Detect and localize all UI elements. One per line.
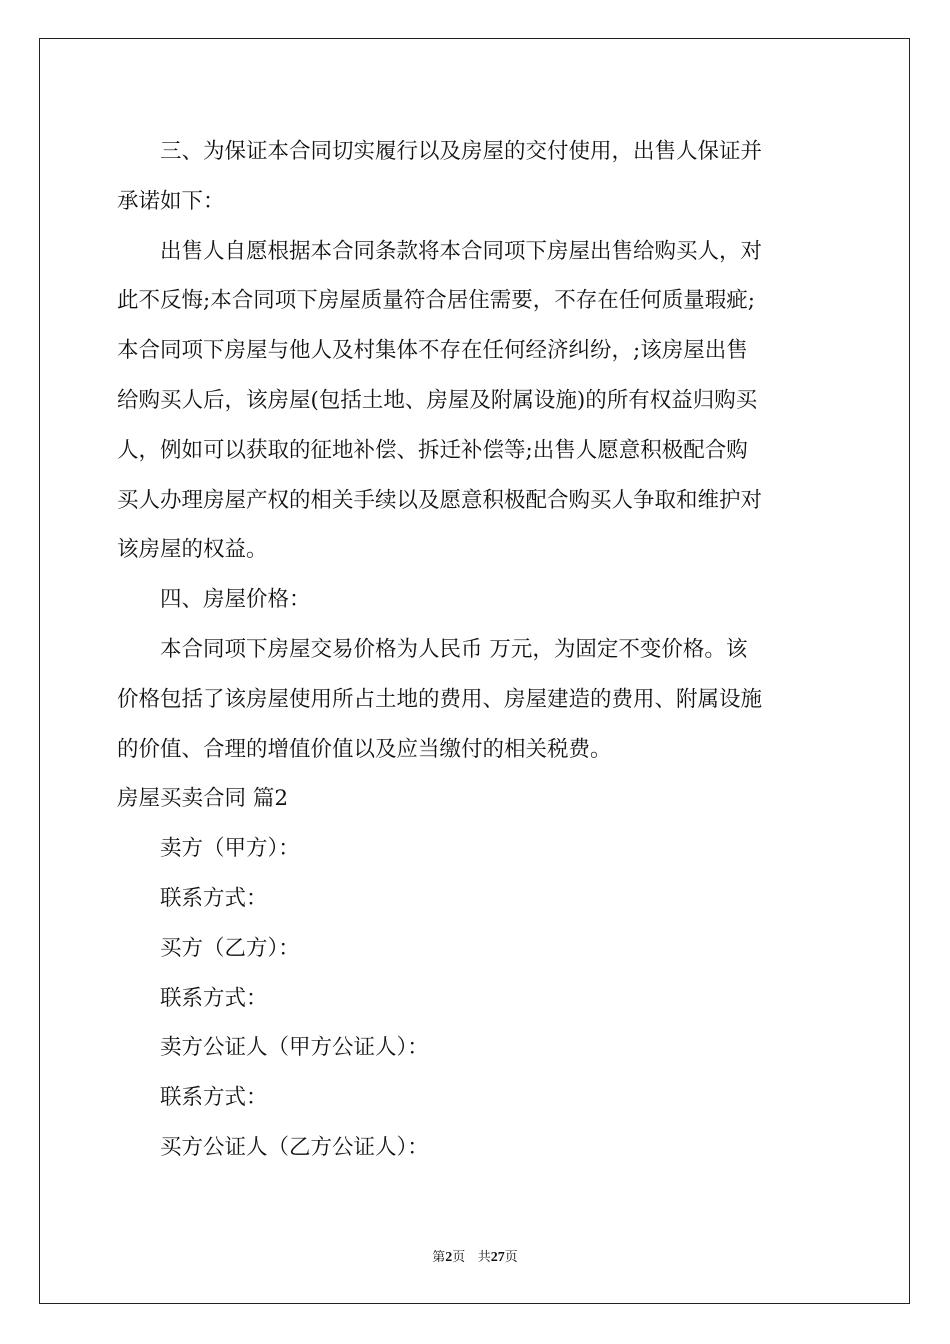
- text-line: 出售人自愿根据本合同条款将本合同项下房屋出售给购买人，对: [160, 238, 763, 264]
- paragraph-price-detail: [117, 625, 833, 774]
- field-seller-contact: 联系方式：: [160, 885, 268, 911]
- footer-page-number: 2: [445, 1250, 453, 1265]
- text-line: 本合同项下房屋交易价格为人民币 万元，为固定不变价格。该: [160, 636, 748, 662]
- field-buyer-notary: 买方公证人（乙方公证人）：: [160, 1134, 429, 1160]
- text-line: 的价值、合理的增值价值以及应当缴付的相关税费。: [117, 736, 612, 762]
- text-line: 给购买人后，该房屋(包括土地、房屋及附属设施)的所有权益归购买: [117, 387, 758, 413]
- text-line: 承诺如下：: [117, 188, 225, 214]
- field-buyer: 买方（乙方）：: [160, 935, 300, 961]
- text-line: 此不反悔;本合同项下房屋质量符合居住需要，不存在任何质量瑕疵;: [117, 288, 755, 314]
- field-buyer-contact: 联系方式：: [160, 985, 268, 1011]
- footer-total-suffix: 页: [504, 1250, 518, 1265]
- footer-total-prefix: 共: [477, 1250, 491, 1265]
- field-seller-notary-contact: 联系方式：: [160, 1085, 268, 1111]
- footer-page-prefix: 第: [432, 1250, 446, 1265]
- field-seller-notary: 卖方公证人（甲方公证人）：: [160, 1035, 429, 1061]
- footer-total-pages: 27: [490, 1250, 505, 1265]
- text-line: 三、为保证本合同切实履行以及房屋的交付使用，出售人保证并: [160, 139, 763, 164]
- text-line: 本合同项下房屋与他人及村集体不存在任何经济纠纷，;该房屋出售: [117, 338, 748, 364]
- text-line: 买人办理房屋产权的相关手续以及愿意积极配合购买人争取和维护对: [117, 487, 763, 513]
- field-seller: 卖方（甲方）：: [160, 836, 300, 862]
- page-footer: [0, 1246, 950, 1266]
- text-line: 人，例如可以获取的征地补偿、拆迁补偿等;出售人愿意积极配合购: [117, 437, 748, 463]
- paragraph-seller-commitment: [117, 227, 833, 576]
- text-line: 该房屋的权益。: [117, 537, 268, 563]
- footer-page-suffix: 页: [452, 1250, 466, 1265]
- paragraph-price-heading: 四、房屋价格：: [160, 587, 311, 613]
- section-heading: 房屋买卖合同 篇2: [117, 786, 289, 812]
- paragraph-guarantee: [117, 127, 833, 227]
- text-line: 价格包括了该房屋使用所占土地的费用、房屋建造的费用、附属设施: [117, 686, 763, 712]
- document-body: [117, 127, 833, 1173]
